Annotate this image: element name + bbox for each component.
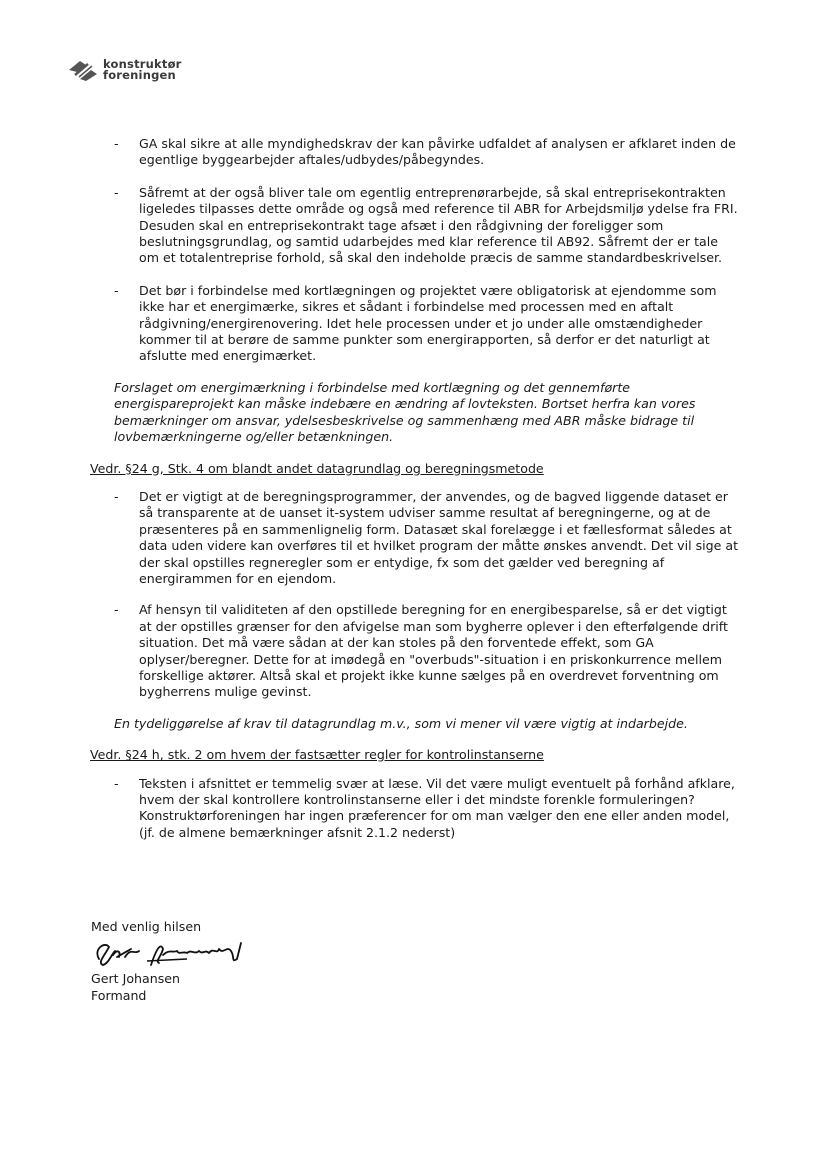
section-heading: Vedr. §24 g, Stk. 4 om blandt andet datagrundlag og beregningsmetode	[90, 460, 544, 476]
list-item: - GA skal sikre at alle myndighedskrav der kan påvirke udfaldet af analysen er afklaret inden de egentlige byggearbejder aftales/udbydes/påbegyndes.	[90, 136, 740, 169]
list-item: - Det bør i forbindelse med kortlægningen og projektet være obligatorisk at ejendomme som ikke har et energimærke, sikres et sådant i forbindelse med processen med en aftalt rådgivning/energirenovering. Idet hele processen under et jo under alle omstændigheder kommer til at berøre de samme punkter som energirapporten, så derfor er det naturligt at afslutte med energimærket.	[90, 283, 740, 365]
logo-text	[103, 59, 182, 81]
list-item: - Af hensyn til validiteten af den opstillede beregning for en energibesparelse, så er det vigtigt at der opstilles grænser for den afvigelse man som bygherre oplever i den efterfølgende drift situation. Det må være sådan at der kan stoles på den forventede effekt, som GA oplyser/beregner. Dette for at imødegå en "overbuds"-situation i en priskonkurrence mellem forskellige aktører. Altså skal et projekt ikke kunne sælges på en overdrevet forventning om bygherrens mulige gevinst.	[90, 602, 740, 700]
logo-line2: foreningen	[103, 68, 176, 82]
italic-note: En tydeliggørelse af krav til datagrundlag m.v., som vi mener vil være vigtig at indarbejde.	[114, 715, 688, 731]
closing-block	[91, 919, 251, 1004]
list-item: - Det er vigtigt at de beregningsprogrammer, der anvendes, og de bagved liggende dataset er så transparente at de uanset it-system udviser samme resultat af beregningerne, og at de præsenteres på en sammenlignelig form. Datasæt skal forelægge i et fællesformat således at data uden videre kan overføres til et hvilket program der måtte ønskes anvendt. Det vil sige at der skal opstilles regneregler som er entydige, fx som det gælder ved beregning af energirammen for en ejendom.	[90, 489, 740, 587]
list-item: - Teksten i afsnittet er temmelig svær at læse. Vil det være muligt eventuelt på forhånd afklare, hvem der skal kontrollere kontrolinstanserne eller i det mindste forenkle formuleringen? Konstruktørforeningen har ingen præferencer for om man vælger den ene eller anden model, (jf. de almene bemærkninger afsnit 2.1.2 nederst)	[90, 776, 740, 842]
logo-line1: konstruktør	[103, 57, 182, 71]
section-heading: Vedr. §24 h, stk. 2 om hvem der fastsætter regler for kontrolinstanserne	[90, 747, 544, 763]
signer-name: Gert Johansen	[91, 971, 181, 987]
signer-title: Formand	[91, 987, 147, 1003]
logo-icon	[66, 58, 100, 82]
logo	[66, 58, 182, 82]
letter-body	[90, 136, 740, 841]
italic-note: Forslaget om energimærkning i forbindelse med kortlægning og det gennemførte energispareprojekt kan måske indebære en ændring af lovteksten. Bortset herfra kan vores bemærkninger om ansvar, ydelsesbeskrivelse og sammenhæng med ABR måske bidrage til lovbemærkningerne og/eller betænkningen.	[114, 379, 696, 445]
greeting: Med venlig hilsen	[91, 919, 202, 934]
signature-image	[91, 937, 251, 971]
list-item: - Såfremt at der også bliver tale om egentlig entreprenørarbejde, så skal entreprisekontrakten ligeledes tilpasses dette område og også med reference til ABR for Arbejdsmiljø ydelse fra FRI. Desuden skal en entreprisekontrakt tage afsæt i den rådgivning der foreligger som beslutningsgrundlag, og samtid udarbejdes med klar reference til AB92. Såfremt der er tale om et totalentreprise forhold, så skal den indeholde præcis de samme standardbeskrivelser.	[90, 185, 740, 267]
